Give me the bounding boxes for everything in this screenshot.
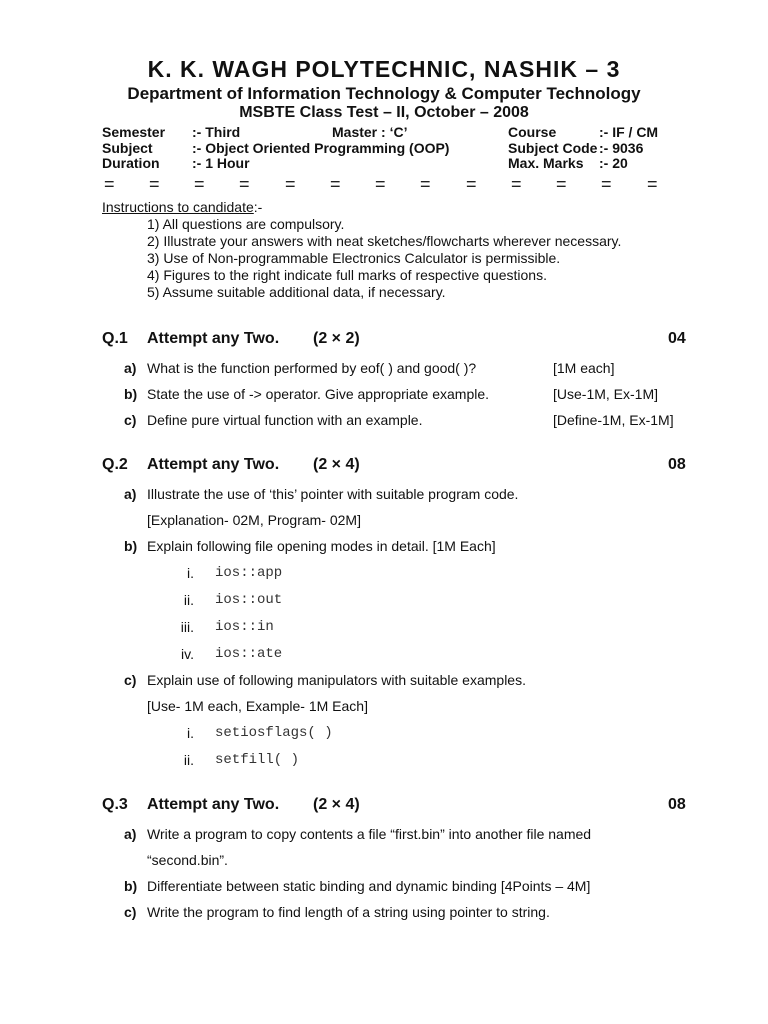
semester-label: Semester [102, 124, 166, 140]
subquestion-marks: [Explanation- 02M, Program- 02M] [147, 512, 361, 528]
course-value: :- IF / CM [599, 124, 659, 140]
separator-mark: = [285, 174, 296, 194]
subquestion-text: Illustrate the use of ‘this’ pointer with suitable program code. [147, 486, 519, 502]
department-title: Department of Information Technology & Computer Technology [127, 84, 641, 103]
instruction-item: 3) Use of Non-programmable Electronics Calculator is permissible. [147, 250, 561, 266]
subquestion-label: c) [124, 904, 137, 920]
question-scheme: (2 × 4) [313, 796, 360, 813]
subquestion-label: c) [124, 412, 137, 428]
subquestion-text: State the use of -> operator. Give appropriate example. [147, 386, 490, 402]
instructions-heading [102, 199, 262, 215]
instruction-item: 5) Assume suitable additional data, if necessary. [147, 284, 446, 300]
instruction-item: 1) All questions are compulsory. [147, 216, 345, 232]
code-item: ios::ate [215, 646, 283, 662]
subquestion-label: a) [124, 826, 137, 842]
code-item: ios::out [215, 592, 283, 608]
separator-mark: = [511, 174, 522, 194]
question-scheme: (2 × 4) [313, 456, 360, 473]
subquestion-label: c) [124, 672, 137, 688]
subquestion-text: Define pure virtual function with an example. [147, 412, 423, 428]
institute-title: K. K. WAGH POLYTECHNIC, NASHIK – 3 [147, 56, 621, 82]
instructions-heading-text: Instructions to candidate [102, 199, 254, 215]
list-number: i. [187, 565, 194, 581]
max-marks-value: :- 20 [599, 155, 628, 171]
question-marks: 08 [668, 796, 686, 813]
max-marks-label: Max. Marks [508, 155, 584, 171]
question-title: Attempt any Two. [147, 330, 280, 347]
subquestion-label: a) [124, 486, 137, 502]
separator-mark: = [601, 174, 612, 194]
separator-mark: = [194, 174, 205, 194]
master-label: Master : ‘C’ [332, 124, 408, 140]
subject-label: Subject [102, 140, 153, 156]
list-number: ii. [183, 592, 194, 608]
separator-mark: = [466, 174, 477, 194]
instruction-item: 4) Figures to the right indicate full marks of respective questions. [147, 267, 547, 283]
subject-code-value: :- 9036 [599, 140, 644, 156]
subquestion-label: b) [124, 538, 138, 554]
code-item: setfill( ) [215, 752, 300, 768]
question-number: Q.2 [102, 456, 128, 473]
subquestion-text: Write a program to copy contents a file “first.bin” into another file named [147, 826, 592, 842]
subquestion-marks: [1M each] [553, 360, 615, 376]
separator-mark: = [149, 174, 160, 194]
subquestion-text: Explain use of following manipulators with suitable examples. [147, 672, 526, 688]
duration-label: Duration [102, 155, 160, 171]
course-label: Course [508, 124, 557, 140]
instruction-item: 2) Illustrate your answers with neat sketches/flowcharts wherever necessary. [147, 233, 622, 249]
separator-mark: = [330, 174, 341, 194]
separator-mark: = [647, 174, 658, 194]
subquestion-marks: [Use- 1M each, Example- 1M Each] [147, 698, 368, 714]
question-marks: 04 [668, 330, 686, 347]
question-number: Q.3 [102, 796, 128, 813]
duration-value: :- 1 Hour [192, 155, 250, 171]
subquestion-marks: [Define-1M, Ex-1M] [553, 412, 674, 428]
question-number: Q.1 [102, 330, 128, 347]
subquestion-marks: [Use-1M, Ex-1M] [553, 386, 659, 402]
subquestion-label: a) [124, 360, 137, 376]
code-item: ios::in [215, 619, 274, 635]
subquestion-text: Differentiate between static binding and dynamic binding [4Points – 4M] [147, 878, 591, 894]
list-number: ii. [183, 752, 194, 768]
code-item: setiosflags( ) [215, 725, 333, 741]
subject-value: :- Object Oriented Programming (OOP) [192, 140, 450, 156]
exam-title: MSBTE Class Test – II, October – 2008 [239, 104, 529, 121]
code-item: ios::app [215, 565, 283, 581]
question-scheme: (2 × 2) [313, 330, 360, 347]
separator-mark: = [556, 174, 567, 194]
subquestion-text: Explain following file opening modes in detail. [1M Each] [147, 538, 496, 554]
list-number: i. [187, 725, 194, 741]
separator-mark: = [104, 174, 115, 194]
subject-code-label: Subject Code [508, 140, 598, 156]
subquestion-label: b) [124, 878, 138, 894]
separator-mark: = [239, 174, 250, 194]
question-marks: 08 [668, 456, 686, 473]
separator-mark: = [375, 174, 386, 194]
question-title: Attempt any Two. [147, 456, 280, 473]
semester-value: :- Third [192, 124, 241, 140]
subquestion-text: What is the function performed by eof( ) and good( )? [147, 360, 477, 376]
question-title: Attempt any Two. [147, 796, 280, 813]
subquestion-text: Write the program to find length of a string using pointer to string. [147, 904, 550, 920]
list-number: iv. [181, 646, 194, 662]
separator-mark: = [420, 174, 431, 194]
subquestion-label: b) [124, 386, 138, 402]
subquestion-text-continued: “second.bin”. [147, 852, 228, 868]
list-number: iii. [180, 619, 194, 635]
instructions-heading-suffix: :- [253, 199, 263, 215]
